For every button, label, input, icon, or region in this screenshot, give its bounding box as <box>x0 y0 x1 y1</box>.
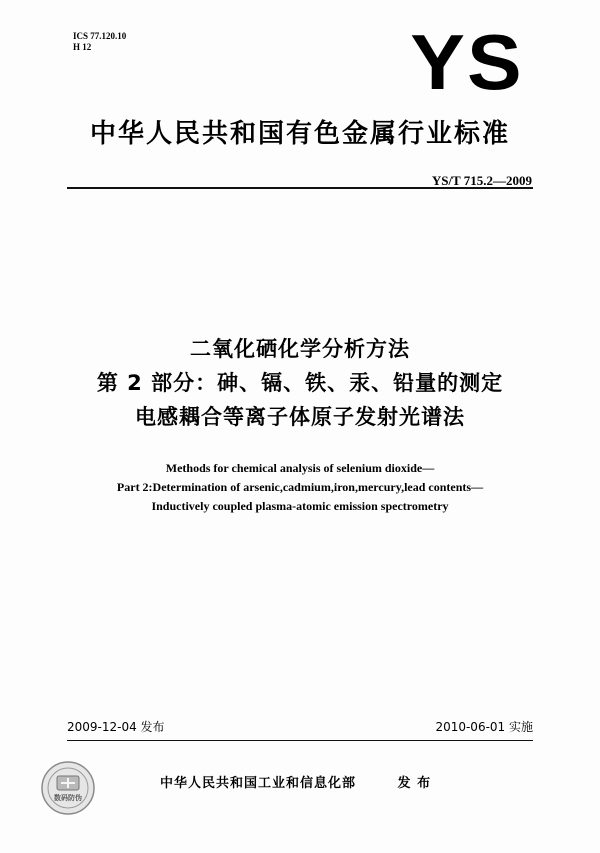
anti-counterfeit-seal-icon <box>40 760 96 816</box>
standard-category-title: 中华人民共和国有色金属行业标准 <box>89 119 510 149</box>
publisher-name: 中华人民共和国工业和信息化部 <box>160 776 357 791</box>
publisher-line <box>160 772 490 791</box>
standard-number: YS/T 715.2—2009 <box>431 173 532 188</box>
seal-caption: 数码防伪 <box>54 794 82 802</box>
header-divider <box>67 187 533 189</box>
title-zh-line-3: 电感耦合等离子体原子发射光谱法 <box>135 405 465 429</box>
ys-logo: YS <box>410 18 524 106</box>
issue-date: 2009-12-04 发布 <box>67 720 165 734</box>
effective-date: 2010-06-01 实施 <box>435 720 533 734</box>
ccs-code: H 12 <box>73 42 92 52</box>
title-en-line-3: Inductively coupled plasma-atomic emission spectrometry <box>151 499 449 513</box>
title-en-line-1: Methods for chemical analysis of selenium dioxide— <box>165 461 435 475</box>
title-zh-line-1: 二氧化硒化学分析方法 <box>190 337 410 361</box>
title-zh-line-2: 第 2 部分：砷、镉、铁、汞、铅量的测定 <box>96 371 504 395</box>
footer-divider <box>67 740 533 741</box>
publish-action: 发 布 <box>397 776 432 791</box>
title-en-line-2: Part 2:Determination of arsenic,cadmium,iron,mercury,lead contents— <box>116 480 484 494</box>
classification-codes <box>73 31 126 53</box>
ics-code: ICS 77.120.10 <box>73 31 127 41</box>
